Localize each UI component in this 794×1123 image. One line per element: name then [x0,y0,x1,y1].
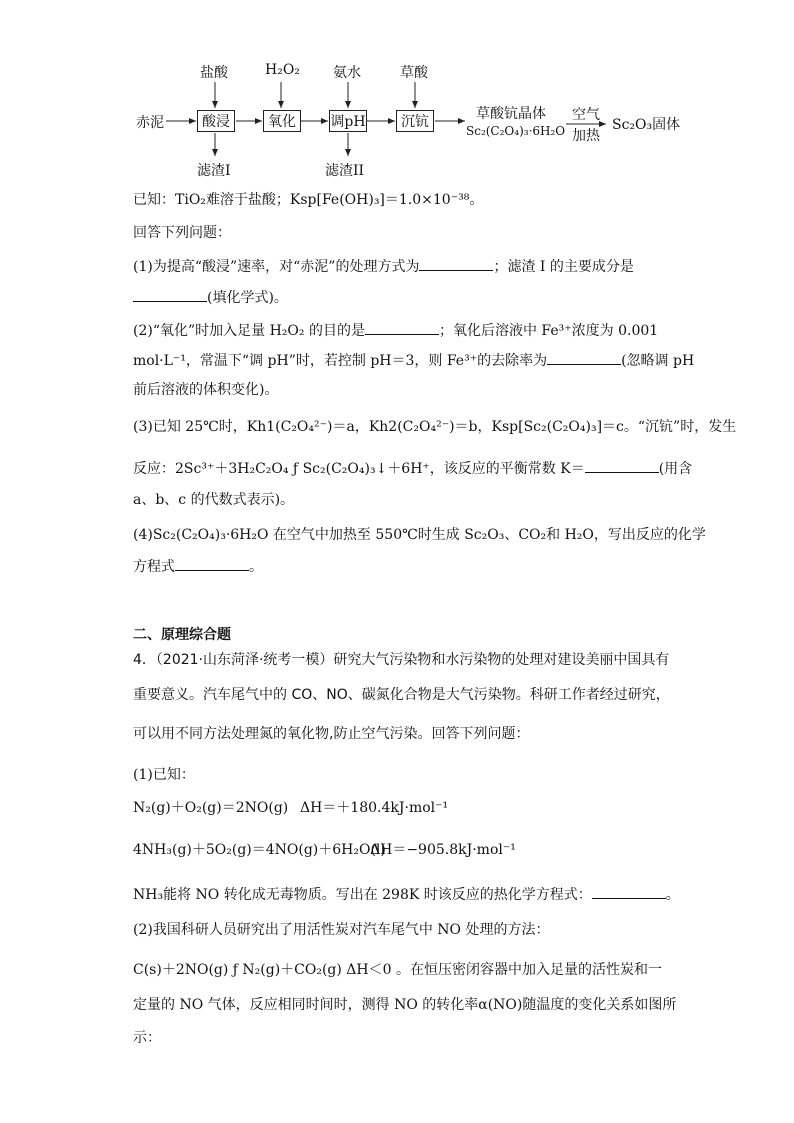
given-info: 已知：TiO₂难溶于盐酸；Ksp[Fe(OH)₃]＝1.0×10⁻³⁸。 [133,192,484,208]
arrow-label-air: 空气 [572,107,600,123]
reagent-oxalic: 草酸 [400,65,428,81]
q2-line1 [133,320,658,341]
residue-1: 滤渣I [197,163,231,179]
answer-blank-5[interactable] [585,458,659,473]
q4-text-a: 方程式 [133,559,175,575]
arrow-label-heat: 加热 [572,128,600,144]
step-precipitate-sc: 沉钪 [396,110,434,132]
crystal-formula: Sc₂(C₂O₄)₃·6H₂O [466,124,566,138]
step-adjust-ph: 调pH [329,110,367,132]
final-product: Sc₂O₃固体 [612,117,681,133]
q2-text-c: mol·L⁻¹，常温下“调 pH”时，若控制 pH＝3，则 Fe³⁺的去除率为 [133,353,548,369]
q3-line2 [133,458,692,479]
q4-line2 [133,556,263,577]
part2-intro: (2)我国科研人员研究出了用活性炭对汽车尾气中 NO 处理的方法： [133,922,550,938]
q2-text-b: ；氧化后溶液中 Fe³⁺浓度为 0.001 [438,323,659,339]
step-oxidation: 氧化 [263,110,301,132]
part1-question [133,884,680,905]
q1-line2 [133,287,288,308]
reagent-h2o2: H₂O₂ [265,62,300,78]
start-material: 赤泥 [136,115,164,131]
reagent-hcl: 盐酸 [200,65,228,81]
crystal-name: 草酸钪晶体 [476,106,546,122]
equation-1: N₂(g)＋O₂(g)＝2NO(g) [133,800,289,816]
q4-line1: (4)Sc₂(C₂O₄)₃·6H₂O 在空气中加热至 550℃时生成 Sc₂O₃、CO₂和 H₂O，写出反应的化学 [133,527,706,543]
equation-2: 4NH₃(g)＋5O₂(g)＝4NO(g)＋6H₂O(l) [133,842,386,858]
answer-blank-7[interactable] [592,884,666,899]
part1-question-text: NH₃能将 NO 转化成无毒物质。写出在 298K 时该反应的热化学方程式： [133,887,592,903]
q2-text-a: (2)“氧化”时加入足量 H₂O₂ 的目的是 [133,323,365,339]
section-heading: 二、原理综合题 [133,627,231,643]
q1-line1 [133,256,634,277]
step-acid-leach: 酸浸 [197,110,235,132]
q2-line2 [133,350,694,371]
part2-line3: 示： [133,1030,161,1046]
reagent-ammonia: 氨水 [333,65,361,81]
answer-blank-3[interactable] [365,320,439,335]
q3-text-a: 反应：2Sc³⁺＋3H₂C₂O₄ ƒ Sc₂(C₂O₄)₃↓＋6H⁺，该反应的平衡常数 K＝ [133,461,585,477]
q4-intro-line1: 4．（2021·山东菏泽·统考一模）研究大气污染物和水污染物的处理对建设美丽中国具有 [133,652,670,668]
enthalpy-2: ΔH＝−905.8kJ·mol⁻¹ [370,842,516,858]
q4-intro-line2: 重要意义。汽车尾气中的 CO、NO、碳氮化合物是大气污染物。科研工作者经过研究， [133,687,670,703]
flowchart-arrows [0,0,794,185]
answer-prompt: 回答下列问题： [133,225,231,241]
q4-intro-line3: 可以用不同方法处理氮的氧化物,防止空气污染。回答下列问题： [133,726,530,742]
q2-text-d: (忽略调 pH [621,353,695,369]
answer-blank-6[interactable] [175,556,249,571]
residue-2: 滤渣II [325,163,365,179]
part1-question-end: 。 [665,887,680,903]
answer-blank-4[interactable] [547,350,621,365]
answer-blank-1[interactable] [419,256,493,271]
enthalpy-1: ΔH＝＋180.4kJ·mol⁻¹ [300,800,449,816]
q2-line3: 前后溶液的体积变化)。 [133,382,279,398]
q1-text-a: (1)为提高“酸浸”速率，对“赤泥”的处理方式为 [133,259,420,275]
q3-line1: (3)已知 25℃时，Kh1(C₂O₄²⁻)＝a，Kh2(C₂O₄²⁻)＝b，Ksp[Sc₂(C₂O₄)₃]＝c。“沉钪”时，发生 [133,419,737,435]
part2-equation-line: C(s)＋2NO(g) ƒ N₂(g)＋CO₂(g) ΔH＜0 。在恒压密闭容器中加入足量的活性炭和一 [133,962,662,978]
part2-line2: 定量的 NO 气体，反应相同时间时，测得 NO 的转化率α(NO)随温度的变化关系如图所 [133,997,677,1013]
process-flowchart [0,0,794,185]
q3-line3: a、b、c 的代数式表示)。 [133,492,295,508]
part1-label: (1)已知： [133,767,195,783]
q1-text-b: ；滤渣 I 的主要成分是 [493,259,634,275]
q1-text-c: (填化学式)。 [207,290,288,306]
q4-text-b: 。 [249,559,263,575]
answer-blank-2[interactable] [133,287,207,302]
q3-text-b: (用含 [658,461,693,477]
